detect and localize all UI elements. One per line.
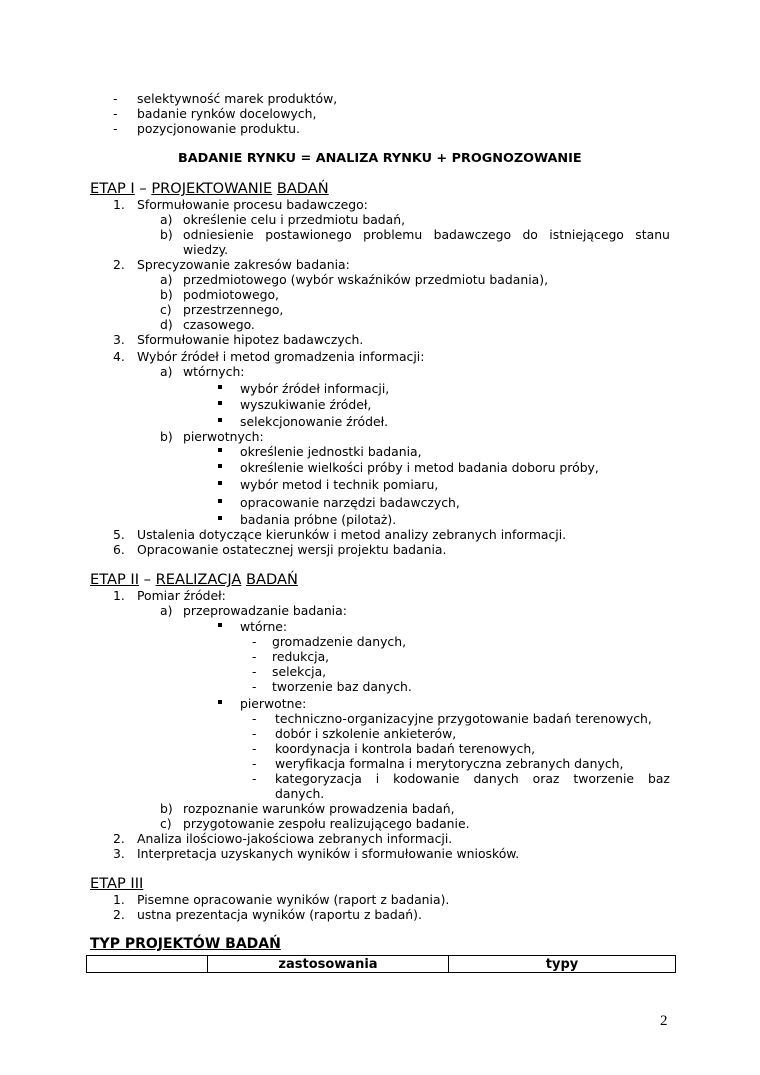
list-item: selekcja, bbox=[272, 664, 327, 679]
stage2-heading-b: REALIZACJA bbox=[155, 571, 242, 588]
justified-line bbox=[183, 227, 670, 242]
word: odniesienie bbox=[183, 227, 254, 242]
typ-heading: TYP PROJEKTÓW BADAŃ bbox=[90, 936, 281, 952]
list-item: Opracowanie ostatecznej wersji projektu badania. bbox=[137, 542, 447, 557]
list-letter: d) bbox=[160, 317, 173, 332]
list-item: przedmiotowego (wybór wskaźników przedmiotu badania), bbox=[183, 272, 549, 287]
list-letter: b) bbox=[160, 287, 173, 302]
list-dash: - bbox=[252, 756, 257, 771]
list-item: redukcja, bbox=[272, 649, 330, 664]
list-item: Sformułowanie hipotez badawczych. bbox=[137, 332, 364, 347]
list-item: podmiotowego, bbox=[183, 287, 279, 302]
list-number: 1. bbox=[113, 588, 125, 603]
list-item: selektywność marek produktów, bbox=[137, 91, 338, 106]
list-item: dobór i szkolenie ankieterów, bbox=[275, 726, 457, 741]
list-letter: b) bbox=[160, 429, 173, 444]
square-bullet-icon bbox=[218, 499, 222, 503]
list-item: ustna prezentacja wyników (raportu z badań). bbox=[137, 907, 422, 922]
list-item: selekcjonowanie źródeł. bbox=[240, 414, 389, 429]
list-dash: - bbox=[252, 649, 257, 664]
list-item: badania próbne (pilotaż). bbox=[240, 512, 397, 527]
list-item: koordynacja i kontrola badań terenowych, bbox=[275, 741, 536, 756]
list-item: Analiza ilościowo-jakościowa zebranych informacji. bbox=[137, 831, 453, 846]
list-dash: - bbox=[252, 664, 257, 679]
word: do bbox=[522, 227, 538, 242]
justified-line bbox=[275, 771, 670, 786]
stage1-heading-b: PROJEKTOWANIE bbox=[151, 180, 273, 197]
table-header-cell: zastosowania bbox=[208, 956, 449, 973]
list-item: określenie wielkości próby i metod badania doboru próby, bbox=[240, 460, 599, 475]
list-item: wtórnych: bbox=[183, 364, 245, 379]
list-number: 3. bbox=[113, 846, 125, 861]
square-bullet-icon bbox=[218, 418, 222, 422]
word: stanu bbox=[635, 227, 670, 242]
list-item: Interpretacja uzyskanych wyników i sformułowanie wniosków. bbox=[137, 846, 520, 861]
list-item: tworzenie baz danych. bbox=[272, 679, 412, 694]
list-item: Wybór źródeł i metod gromadzenia informacji: bbox=[137, 349, 425, 364]
list-dash: - bbox=[252, 726, 257, 741]
list-item: pierwotne: bbox=[240, 696, 307, 711]
list-item-continuation: danych. bbox=[275, 786, 325, 801]
list-item: przestrzennego, bbox=[183, 302, 284, 317]
list-item: Sprecyzowanie zakresów badania: bbox=[137, 257, 350, 272]
list-item: Sformułowanie procesu badawczego: bbox=[137, 197, 368, 212]
list-number: 3. bbox=[113, 332, 125, 347]
list-letter: a) bbox=[160, 364, 173, 379]
list-letter: c) bbox=[160, 302, 172, 317]
list-item: Pomiar źródeł: bbox=[137, 588, 226, 603]
word: i bbox=[375, 771, 380, 786]
list-letter: a) bbox=[160, 212, 173, 227]
list-item: określenie jednostki badania, bbox=[240, 444, 422, 459]
typ-table bbox=[86, 955, 676, 973]
list-dash: - bbox=[113, 121, 118, 136]
list-number: 6. bbox=[113, 542, 125, 557]
list-dash: - bbox=[252, 711, 257, 726]
list-number: 1. bbox=[113, 197, 125, 212]
stage1-heading bbox=[90, 180, 329, 198]
stage2-heading-dash: – bbox=[139, 571, 156, 588]
stage1-heading-dash: – bbox=[134, 180, 152, 197]
stage3-heading: ETAP III bbox=[90, 875, 144, 892]
list-dash: - bbox=[113, 106, 118, 121]
list-item: weryfikacja formalna i merytoryczna zebranych danych, bbox=[275, 756, 624, 771]
list-letter: b) bbox=[160, 227, 173, 242]
table-header-cell bbox=[87, 956, 208, 973]
list-item-continuation: wiedzy. bbox=[183, 242, 229, 257]
square-bullet-icon bbox=[218, 700, 222, 704]
list-number: 2. bbox=[113, 907, 125, 922]
word: kodowanie bbox=[393, 771, 460, 786]
list-number: 4. bbox=[113, 349, 125, 364]
word: oraz bbox=[532, 771, 560, 786]
list-item: wtórne: bbox=[240, 619, 288, 634]
word: postawionego bbox=[265, 227, 352, 242]
list-item: pierwotnych: bbox=[183, 429, 264, 444]
list-item: wybór źródeł informacji, bbox=[240, 381, 390, 396]
equation-heading: BADANIE RYNKU = ANALIZA RYNKU + PROGNOZOWANIE bbox=[178, 151, 582, 166]
list-item: Ustalenia dotyczące kierunków i metod analizy zebranych informacji. bbox=[137, 527, 567, 542]
list-item: opracowanie narzędzi badawczych, bbox=[240, 495, 460, 510]
word: tworzenie bbox=[573, 771, 635, 786]
list-item: badanie rynków docelowych, bbox=[137, 106, 317, 121]
word: danych bbox=[473, 771, 519, 786]
square-bullet-icon bbox=[218, 516, 222, 520]
stage2-heading-a: ETAP II bbox=[90, 571, 140, 588]
list-dash: - bbox=[252, 634, 257, 649]
square-bullet-icon bbox=[218, 464, 222, 468]
square-bullet-icon bbox=[218, 623, 222, 627]
list-item: wybór metod i technik pomiaru, bbox=[240, 477, 439, 492]
list-dash: - bbox=[252, 771, 257, 786]
list-item: wyszukiwanie źródeł, bbox=[240, 397, 372, 412]
list-item: rozpoznanie warunków prowadzenia badań, bbox=[183, 801, 455, 816]
list-number: 2. bbox=[113, 831, 125, 846]
list-letter: c) bbox=[160, 816, 172, 831]
word: badawczego bbox=[433, 227, 512, 242]
list-dash: - bbox=[252, 679, 257, 694]
list-letter: a) bbox=[160, 272, 173, 287]
stage1-heading-a: ETAP I bbox=[90, 180, 135, 197]
table-header-cell: typy bbox=[449, 956, 676, 973]
list-number: 1. bbox=[113, 892, 125, 907]
list-dash: - bbox=[252, 741, 257, 756]
list-item: pozycjonowanie produktu. bbox=[137, 121, 300, 136]
list-dash: - bbox=[113, 91, 118, 106]
list-item: Pisemne opracowanie wyników (raport z badania). bbox=[137, 892, 450, 907]
list-item: określenie celu i przedmiotu badań, bbox=[183, 212, 406, 227]
list-item: techniczno-organizacyjne przygotowanie badań terenowych, bbox=[275, 711, 652, 726]
table-header-row bbox=[87, 956, 676, 973]
square-bullet-icon bbox=[218, 448, 222, 452]
list-number: 5. bbox=[113, 527, 125, 542]
stage1-heading-c: BADAŃ bbox=[276, 180, 329, 197]
square-bullet-icon bbox=[218, 385, 222, 389]
list-letter: a) bbox=[160, 603, 173, 618]
stage2-heading-c: BADAŃ bbox=[246, 571, 298, 588]
word: istniejącego bbox=[549, 227, 624, 242]
list-item: gromadzenie danych, bbox=[272, 634, 407, 649]
list-item: czasowego. bbox=[183, 317, 255, 332]
square-bullet-icon bbox=[218, 481, 222, 485]
list-letter: b) bbox=[160, 801, 173, 816]
list-number: 2. bbox=[113, 257, 125, 272]
stage2-heading bbox=[90, 571, 298, 589]
word: baz bbox=[647, 771, 670, 786]
list-item: przygotowanie zespołu realizującego badanie. bbox=[183, 816, 470, 831]
word: kategoryzacja bbox=[275, 771, 362, 786]
list-item: przeprowadzanie badania: bbox=[183, 603, 347, 618]
square-bullet-icon bbox=[218, 401, 222, 405]
word: problemu bbox=[363, 227, 423, 242]
page-number: 2 bbox=[660, 1013, 668, 1029]
